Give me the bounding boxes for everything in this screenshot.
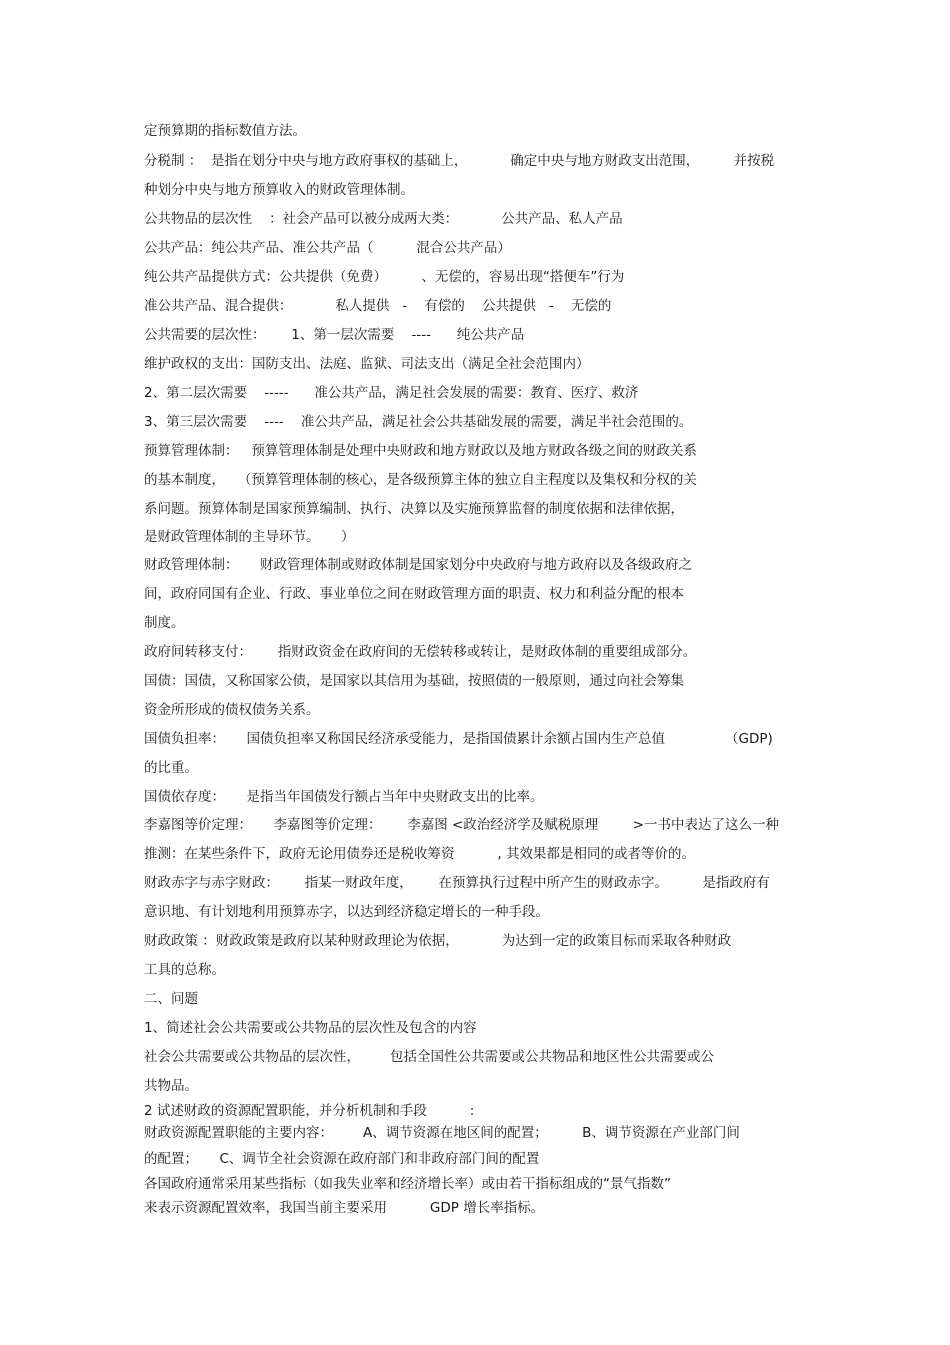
text-line: 种划分中央与地方预算收入的财政管理体制。 [144, 182, 414, 198]
text-line: 国债：国债，又称国家公债，是国家以其信用为基础，按照债的一般原则，通过向社会筹集 [144, 673, 684, 689]
text-line: 财政资源配置职能的主要内容： A、调节资源在地区间的配置； B、调节资源在产业部门间 [144, 1125, 740, 1141]
text-line: 间，政府同国有企业、行政、事业单位之间在财政管理方面的职责、权力和利益分配的根本 [144, 586, 684, 602]
text-line: 国债负担率： 国债负担率又称国民经济承受能力，是指国债累计余额占国内生产总值 （GDP) [144, 731, 773, 747]
text-line: 准公共产品、混合提供： 私人提供 - 有偿的 公共提供 - 无偿的 [144, 298, 612, 314]
text-line: 意识地、有计划地利用预算赤字，以达到经济稳定增长的一种手段。 [144, 904, 549, 920]
text-line: 是财政管理体制的主导环节。 ） [144, 529, 355, 545]
text-line: 的基本制度， （预算管理体制的核心，是各级预算主体的独立自主程度以及集权和分权的关 [144, 472, 697, 488]
text-line: 各国政府通常采用某些指标（如我失业率和经济增长率）或由若干指标组成的“景气指数” [144, 1176, 671, 1192]
text-line: 公共产品：纯公共产品、准公共产品（ 混合公共产品） [144, 240, 511, 256]
text-line: 预算管理体制： 预算管理体制是处理中央财政和地方财政以及地方财政各级之间的财政关系 [144, 443, 697, 459]
text-line: 李嘉图等价定理： 李嘉图等价定理： 李嘉图 <政治经济学及赋税原理 >一书中表达了这么一种 [144, 817, 779, 833]
text-line: 制度。 [144, 615, 185, 631]
text-line: 工具的总称。 [144, 962, 225, 978]
text-line: 资金所形成的债权债务关系。 [144, 702, 320, 718]
text-line: 纯公共产品提供方式：公共提供（免费） 、无偿的，容易出现“搭便车”行为 [144, 269, 625, 285]
text-line: 财政管理体制： 财政管理体制或财政体制是国家划分中央政府与地方政府以及各级政府之 [144, 557, 692, 573]
text-line: 公共需要的层次性： 1、第一层次需要 ---- 纯公共产品 [144, 327, 525, 343]
text-line: 社会公共需要或公共物品的层次性， 包括全国性公共需要或公共物品和地区性公共需要或公 [144, 1049, 715, 1065]
text-line: 分税制 ： 是指在划分中央与地方政府事权的基础上， 确定中央与地方财政支出范围， 并按税 [144, 153, 775, 169]
text-line: 二、问题 [144, 991, 198, 1007]
text-line: 维护政权的支出：国防支出、法庭、监狱、司法支出（满足全社会范围内） [144, 356, 590, 372]
text-line: 定预算期的指标数值方法。 [144, 123, 306, 139]
text-line: 共物品。 [144, 1078, 198, 1094]
text-line: 推测：在某些条件下，政府无论用债券还是税收筹资 , 其效果都是相同的或者等价的。 [144, 846, 695, 862]
text-line: 国债依存度： 是指当年国债发行额占当年中央财政支出的比率。 [144, 789, 544, 805]
text-line: 公共物品的层次性 ：社会产品可以被分成两大类： 公共产品、私人产品 [144, 211, 623, 227]
text-line: 政府间转移支付： 指财政资金在政府间的无偿转移或转让，是财政体制的重要组成部分。 [144, 644, 697, 660]
text-line: 的配置； C、调节全社会资源在政府部门和非政府部门间的配置 [144, 1151, 540, 1167]
text-line: 财政政策 ：财政政策是政府以某种财政理论为依据， 为达到一定的政策目标而采取各种财政 [144, 933, 732, 949]
text-line: 财政赤字与赤字财政： 指某一财政年度， 在预算执行过程中所产生的财政赤字。 是指政府有 [144, 875, 770, 891]
text-line: 2 试述财政的资源配置职能，并分析机制和手段 : [144, 1103, 475, 1119]
text-line: 来表示资源配置效率，我国当前主要采用 GDP 增长率指标。 [144, 1200, 545, 1216]
text-line: 1、简述社会公共需要或公共物品的层次性及包含的内容 [144, 1020, 477, 1036]
text-line: 的比重。 [144, 760, 198, 776]
text-line: 3、第三层次需要 ---- 准公共产品，满足社会公共基础发展的需要，满足半社会范围的。 [144, 414, 693, 430]
text-line: 系问题。预算体制是国家预算编制、执行、决算以及实施预算监督的制度依据和法律依据， [144, 501, 684, 517]
text-line: 2、第二层次需要 ----- 准公共产品，满足社会发展的需要：教育、医疗、救济 [144, 385, 639, 401]
